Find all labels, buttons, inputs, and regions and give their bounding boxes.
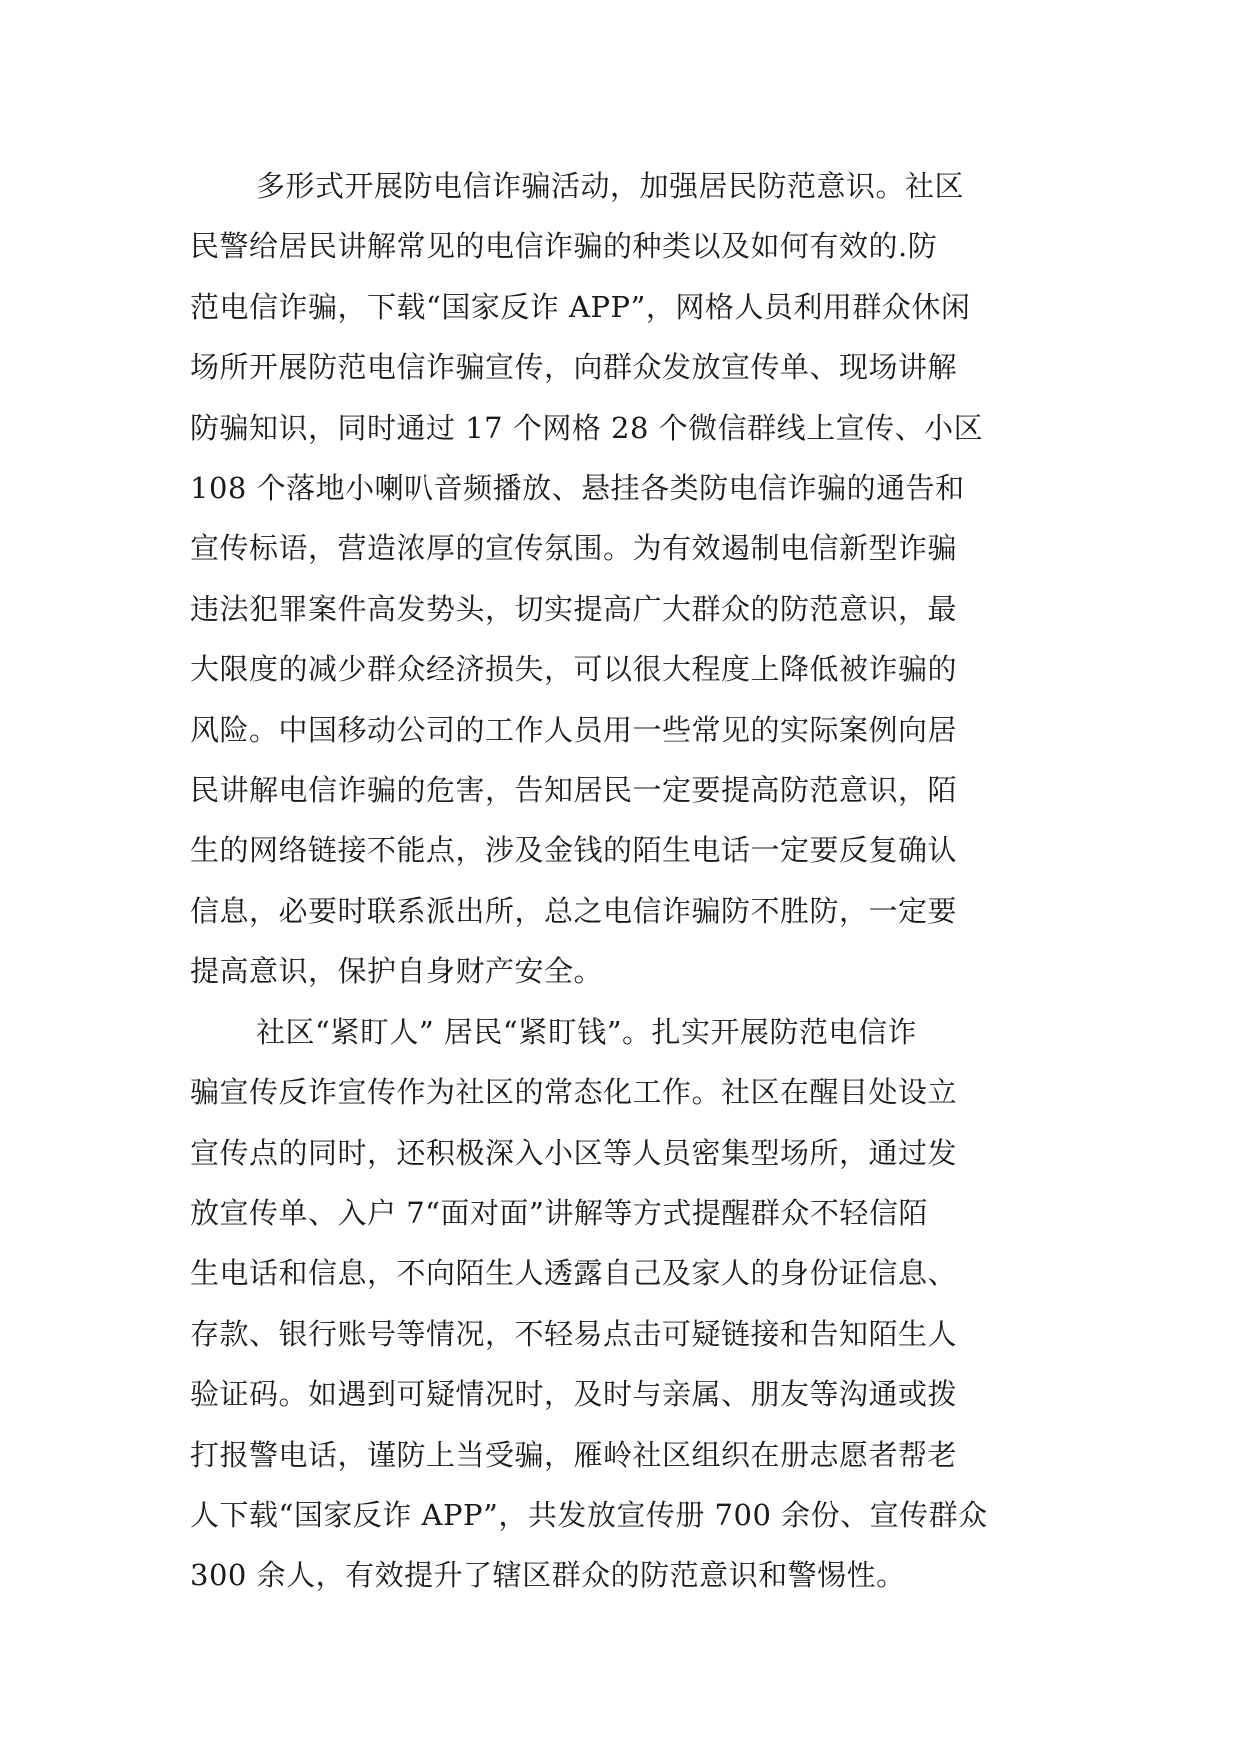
text-line: 存款、银行账号等情况，不轻易点击可疑链接和告知陌生人 [190,1316,958,1351]
text-line: 违法犯罪案件高发势头，切实提高广大群众的防范意识，最 [190,591,958,626]
text-line: 108 个落地小喇叭音频播放、悬挂各类防电信诈骗的通告和 [190,471,965,506]
text-line: 放宣传单、入户 7“面对面”讲解等方式提醒群众不轻信陌 [190,1195,928,1230]
text-line: 人下载“国家反诈 APP”，共发放宣传册 700 余份、宣传群众 [190,1497,988,1532]
text-line: 验证码。如遇到可疑情况时，及时与亲属、朋友等沟通或拨 [190,1377,958,1412]
text-line: 多形式开展防电信诈骗活动，加强居民防范意识。社区 [256,169,965,203]
text-line: 骗宣传反诈宣传作为社区的常态化工作。社区在醒目处设立 [190,1075,958,1110]
text-line: 风险。中国移动公司的工作人员用一些常见的实际案例向居 [190,712,958,747]
text-line: 打报警电话，谨防上当受骗，雁岭社区组织在册志愿者帮老 [190,1437,958,1472]
text-line: 民讲解电信诈骗的危害，告知居民一定要提高防范意识，陌 [190,773,958,808]
text-line: 民警给居民讲解常见的电信诈骗的种类以及如何有效的.防 [190,229,938,264]
document-body [190,156,1050,1606]
text-line: 提高意识，保护自身财产安全。 [190,954,604,989]
text-line: 场所开展防范电信诈骗宣传，向群众发放宣传单、现场讲解 [190,350,958,385]
text-line: 生的网络链接不能点，涉及金钱的陌生电话一定要反复确认 [190,833,958,868]
text-line: 防骗知识，同时通过 17 个网格 28 个微信群线上宣传、小区 [190,410,984,445]
text-line: 范电信诈骗，下载“国家反诈 APP”，网格人员利用群众休闲 [190,289,971,324]
text-line: 宣传标语，营造浓厚的宣传氛围。为有效遏制电信新型诈骗 [190,531,958,566]
text-line: 宣传点的同时，还积极深入小区等人员密集型场所，通过发 [190,1135,958,1170]
paragraph-1 [190,156,1050,1002]
text-line: 社区“紧盯人” 居民“紧盯钱”。扎实开展防范电信诈 [256,1014,918,1049]
text-line: 300 余人，有效提升了辖区群众的防范意识和警惕性。 [190,1558,906,1593]
text-line: 信息，必要时联系派出所，总之电信诈骗防不胜防，一定要 [190,893,958,928]
text-line: 生电话和信息，不向陌生人透露自己及家人的身份证信息、 [190,1256,958,1291]
paragraph-2 [190,1002,1050,1606]
text-line: 大限度的减少群众经济损失，可以很大程度上降低被诈骗的 [190,652,958,687]
